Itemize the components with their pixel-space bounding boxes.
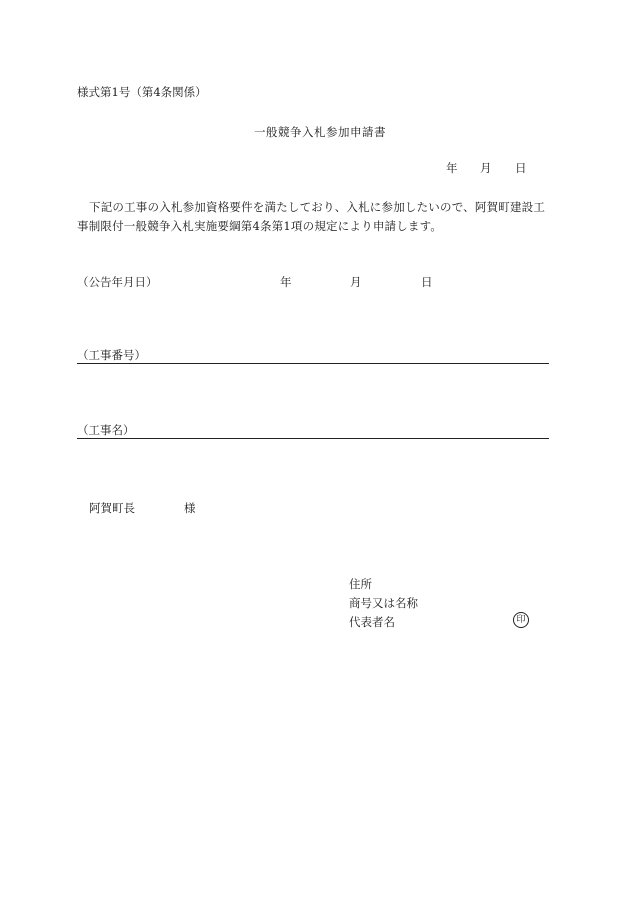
date-year-label: 年 (446, 161, 458, 175)
date-day-label: 日 (515, 161, 527, 175)
application-statement: 下記の工事の入札参加資格要件を満たしており、入札に参加したいので、阿賀町建設工事制限付一般競争入札実施要綱第4条第1項の規定により申請します。 (77, 200, 546, 233)
form-number: 様式第1号（第4条関係） (77, 85, 207, 99)
addressee-name: 阿賀町長 (89, 501, 135, 515)
notice-month-label: 月 (350, 275, 362, 289)
representative-label: 代表者名 (349, 615, 395, 629)
date-month-label: 月 (480, 161, 492, 175)
construction-name-field[interactable] (77, 423, 549, 439)
notice-day-label: 日 (421, 275, 433, 289)
construction-number-label: （工事番号） (77, 348, 146, 362)
addressee-honorific: 様 (184, 501, 196, 515)
company-name-label: 商号又は名称 (349, 596, 418, 610)
address-label: 住所 (349, 577, 372, 591)
notice-date-label: （公告年月日） (77, 275, 158, 289)
document-title: 一般競争入札参加申請書 (254, 125, 386, 139)
notice-year-label: 年 (280, 275, 292, 289)
construction-name-label: （工事名） (77, 423, 135, 437)
seal-icon: 印 (513, 612, 529, 628)
construction-number-field[interactable] (77, 348, 549, 364)
